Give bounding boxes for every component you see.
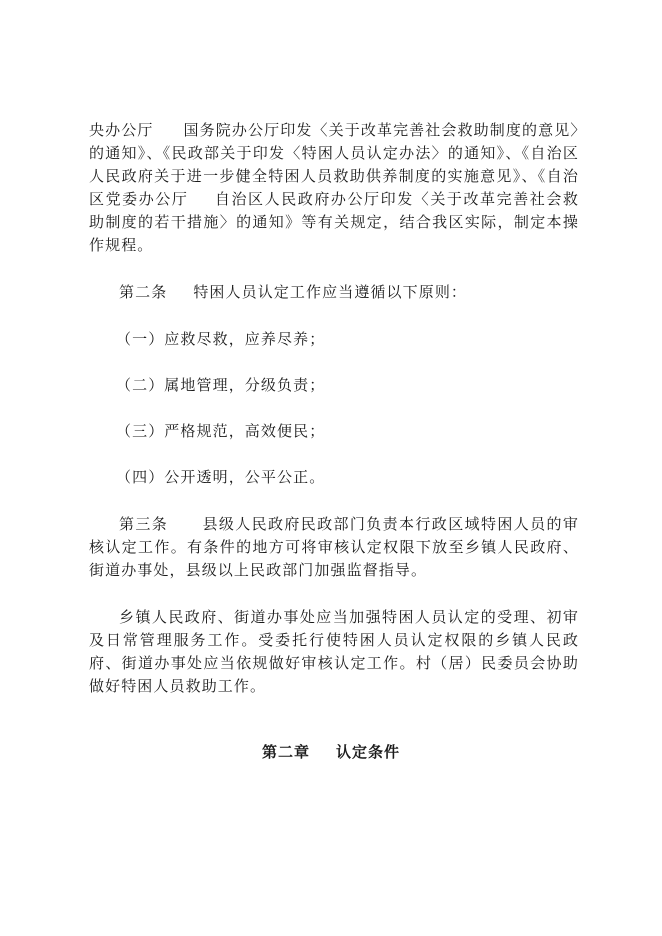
article-2-number: 第二条 <box>119 283 168 301</box>
principle-item: （四）公开透明，公平公正。 <box>116 468 326 486</box>
principle-item: （一）应救尽救，应养尽养； <box>116 330 326 348</box>
intro-text-part2: 国务院办公厅印发〈关于改革完善社会救助制度的意见〉的通知》、《民政部关于印发〈特困人员认定办法〉的通知》、《自治区人民政府关于进一步健全特困人员救助供养制度的实施意见》、《自治区党委办公厅 <box>89 121 579 208</box>
intro-text-part3: 自治区人民政府办公厅印发〈关于改革完善社会救助制度的若干措施〉的通知》等有关规定，结合我区实际，制定本操作规程。 <box>89 190 580 254</box>
article-3-text: 县级人民政府民政部门负责本行政区域特困人员的审核认定工作。有条件的地方可将审核认定权限下放至乡镇人民政府、街道办事处，县级以上民政部门加强监督指导。 <box>89 515 579 579</box>
article-3-paragraph-2: 乡镇人民政府、街道办事处应当加强特困人员认定的受理、初审及日常管理服务工作。受委托行使特困人员认定权限的乡镇人民政府、街道办事处应当依规做好审核认定工作。村（居）民委员会协助做好特困人员救助工作。 <box>89 608 579 695</box>
chapter-number: 第二章 <box>261 743 310 761</box>
article-3-number: 第三条 <box>119 515 169 533</box>
principle-item: （三）严格规范，高效便民； <box>116 422 326 440</box>
chapter-heading <box>0 741 662 763</box>
document-page <box>89 119 579 698</box>
article-3 <box>89 513 579 582</box>
intro-paragraph <box>89 119 579 257</box>
intro-text-part1: 央办公厅 <box>89 121 154 139</box>
chapter-title: 认定条件 <box>336 743 401 761</box>
article-2 <box>89 281 579 304</box>
principle-item: （二）属地管理，分级负责； <box>116 376 326 394</box>
article-2-text: 特困人员认定工作应当遵循以下原则： <box>193 283 468 301</box>
